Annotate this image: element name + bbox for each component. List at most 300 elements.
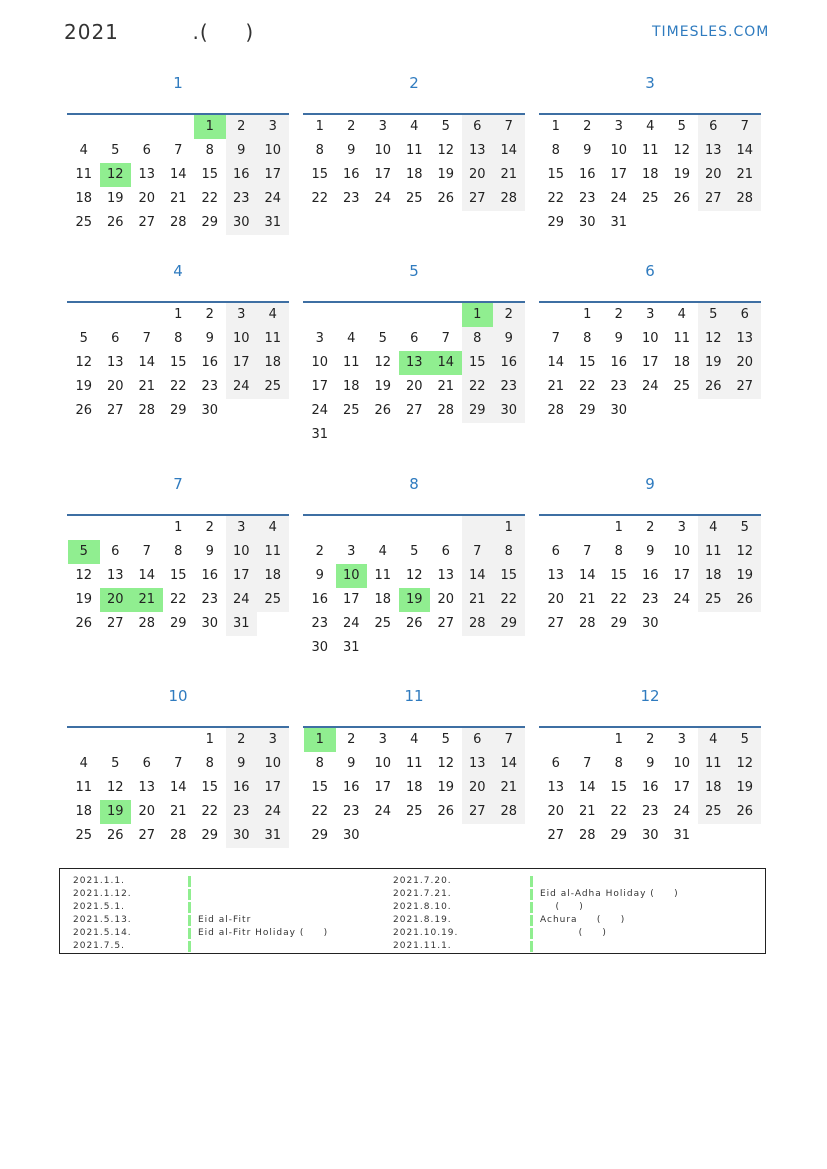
- holiday-name: Eid al-Adha Holiday ( ): [540, 889, 679, 899]
- day-cell: 1: [493, 516, 525, 540]
- day-cell: 14: [547, 355, 565, 370]
- day-cell: 20: [462, 776, 494, 800]
- day-cell: 5: [68, 540, 100, 564]
- month-grid: [68, 728, 289, 848]
- day-cell: 2: [493, 303, 525, 327]
- holiday-date: 2021.5.1.: [73, 902, 125, 912]
- day-cell: 2: [614, 307, 623, 322]
- holiday-date: 2021.7.20.: [393, 876, 452, 886]
- day-cell: 30: [201, 403, 219, 418]
- holiday-marker: [530, 928, 533, 939]
- day-cell: 23: [578, 191, 596, 206]
- day-cell: 11: [641, 143, 659, 158]
- day-cell: 5: [441, 732, 450, 747]
- day-cell: 28: [578, 616, 596, 631]
- day-cell: 28: [729, 187, 761, 211]
- day-cell: 27: [462, 187, 494, 211]
- day-cell: 25: [257, 375, 289, 399]
- day-cell: 18: [342, 379, 360, 394]
- day-cell: 5: [410, 544, 419, 559]
- day-cell: 17: [342, 592, 360, 607]
- day-cell: 12: [729, 540, 761, 564]
- day-cell: 12: [106, 780, 124, 795]
- empty-cell: [131, 115, 163, 139]
- day-cell: 11: [698, 540, 730, 564]
- holiday-marker: [530, 876, 533, 887]
- day-cell: 29: [169, 403, 187, 418]
- day-cell: 29: [201, 828, 219, 843]
- day-cell: 21: [169, 804, 187, 819]
- day-cell: 11: [75, 167, 93, 182]
- day-cell: 10: [610, 143, 628, 158]
- day-cell: 16: [578, 167, 596, 182]
- day-cell: 6: [142, 143, 151, 158]
- month-grid: [68, 115, 289, 235]
- day-cell: 1: [462, 303, 494, 327]
- empty-cell: [430, 516, 462, 540]
- month-title: 5: [409, 262, 419, 280]
- day-cell: 18: [75, 191, 93, 206]
- holiday-date: 2021.7.21.: [393, 889, 452, 899]
- day-cell: 12: [673, 143, 691, 158]
- holiday-name: Eid al-Fitr: [198, 915, 252, 925]
- day-cell: 4: [410, 732, 419, 747]
- day-cell: 18: [698, 564, 730, 588]
- day-cell: 22: [547, 191, 565, 206]
- month-title: 4: [173, 262, 183, 280]
- day-cell: 1: [614, 520, 623, 535]
- day-cell: 12: [729, 752, 761, 776]
- day-cell: 14: [169, 167, 187, 182]
- day-cell: 24: [226, 375, 258, 399]
- day-cell: 12: [100, 163, 132, 187]
- empty-cell: [68, 516, 100, 540]
- day-cell: 27: [698, 187, 730, 211]
- empty-cell: [572, 728, 604, 752]
- day-cell: 7: [441, 331, 450, 346]
- day-cell: 17: [257, 776, 289, 800]
- day-cell: 21: [578, 804, 596, 819]
- day-cell: 10: [257, 752, 289, 776]
- month-11: [303, 686, 525, 848]
- day-cell: 19: [374, 379, 392, 394]
- day-cell: 1: [583, 307, 592, 322]
- month-grid: [304, 728, 525, 848]
- month-title: 7: [173, 475, 183, 493]
- day-cell: 15: [547, 167, 565, 182]
- day-cell: 1: [551, 119, 560, 134]
- day-cell: 8: [174, 331, 183, 346]
- day-cell: 24: [610, 191, 628, 206]
- day-cell: 27: [138, 215, 156, 230]
- day-cell: 30: [610, 403, 628, 418]
- day-cell: 2: [646, 732, 655, 747]
- day-cell: 30: [641, 828, 659, 843]
- day-cell: 12: [437, 756, 455, 771]
- day-cell: 26: [437, 191, 455, 206]
- empty-cell: [68, 303, 100, 327]
- day-cell: 26: [75, 616, 93, 631]
- day-cell: 23: [641, 804, 659, 819]
- empty-cell: [68, 728, 100, 752]
- empty-cell: [100, 728, 132, 752]
- day-cell: 27: [138, 828, 156, 843]
- day-cell: 14: [138, 355, 156, 370]
- empty-cell: [100, 115, 132, 139]
- day-cell: 19: [100, 800, 132, 824]
- day-cell: 25: [698, 588, 730, 612]
- holiday-marker: [188, 941, 191, 952]
- day-cell: 17: [610, 167, 628, 182]
- day-cell: 15: [169, 355, 187, 370]
- day-cell: 11: [257, 540, 289, 564]
- day-cell: 18: [641, 167, 659, 182]
- day-cell: 28: [547, 403, 565, 418]
- day-cell: 18: [374, 592, 392, 607]
- day-cell: 10: [673, 756, 691, 771]
- month-6: [539, 261, 761, 423]
- day-cell: 21: [462, 588, 494, 612]
- day-cell: 25: [698, 800, 730, 824]
- day-cell: 20: [547, 804, 565, 819]
- day-cell: 20: [106, 379, 124, 394]
- day-cell: 9: [347, 756, 356, 771]
- day-cell: 14: [169, 780, 187, 795]
- day-cell: 8: [315, 756, 324, 771]
- day-cell: 24: [311, 403, 329, 418]
- month-grid: [304, 115, 525, 211]
- day-cell: 9: [226, 752, 258, 776]
- day-cell: 23: [201, 379, 219, 394]
- day-cell: 14: [138, 568, 156, 583]
- day-cell: 19: [673, 167, 691, 182]
- day-cell: 1: [304, 728, 336, 752]
- day-cell: 30: [226, 824, 258, 848]
- day-cell: 28: [437, 403, 455, 418]
- day-cell: 21: [729, 163, 761, 187]
- day-cell: 23: [610, 379, 628, 394]
- day-cell: 28: [169, 215, 187, 230]
- holiday-marker: [188, 902, 191, 913]
- day-cell: 29: [462, 399, 494, 423]
- day-cell: 30: [201, 616, 219, 631]
- day-cell: 22: [169, 379, 187, 394]
- day-cell: 25: [405, 191, 423, 206]
- month-grid: [68, 303, 289, 423]
- day-cell: 12: [374, 355, 392, 370]
- day-cell: 31: [257, 211, 289, 235]
- day-cell: 6: [111, 544, 120, 559]
- day-cell: 28: [578, 828, 596, 843]
- day-cell: 17: [226, 351, 258, 375]
- day-cell: 1: [614, 732, 623, 747]
- day-cell: 10: [257, 139, 289, 163]
- day-cell: 11: [698, 752, 730, 776]
- day-cell: 26: [106, 215, 124, 230]
- day-cell: 10: [673, 544, 691, 559]
- day-cell: 9: [205, 331, 214, 346]
- day-cell: 22: [610, 592, 628, 607]
- day-cell: 16: [201, 568, 219, 583]
- day-cell: 29: [578, 403, 596, 418]
- day-cell: 13: [106, 355, 124, 370]
- holiday-date: 2021.8.19.: [393, 915, 452, 925]
- day-cell: 7: [142, 544, 151, 559]
- day-cell: 8: [462, 327, 494, 351]
- day-cell: 29: [201, 215, 219, 230]
- day-cell: 26: [405, 616, 423, 631]
- holiday-name: ( ): [540, 928, 607, 938]
- day-cell: 4: [257, 516, 289, 540]
- day-cell: 10: [641, 331, 659, 346]
- month-7: [67, 474, 289, 636]
- empty-cell: [572, 516, 604, 540]
- month-5: [303, 261, 525, 447]
- day-cell: 5: [79, 331, 88, 346]
- day-cell: 21: [138, 379, 156, 394]
- day-cell: 21: [493, 163, 525, 187]
- day-cell: 7: [174, 756, 183, 771]
- day-cell: 20: [729, 351, 761, 375]
- day-cell: 27: [405, 403, 423, 418]
- holiday-marker: [188, 915, 191, 926]
- day-cell: 23: [226, 187, 258, 211]
- day-cell: 11: [75, 780, 93, 795]
- day-cell: 13: [547, 780, 565, 795]
- day-cell: 8: [315, 143, 324, 158]
- day-cell: 28: [138, 403, 156, 418]
- day-cell: 19: [75, 379, 93, 394]
- holiday-marker: [188, 889, 191, 900]
- day-cell: 13: [138, 167, 156, 182]
- day-cell: 17: [226, 564, 258, 588]
- day-cell: 30: [578, 215, 596, 230]
- day-cell: 12: [75, 568, 93, 583]
- day-cell: 23: [201, 592, 219, 607]
- day-cell: 28: [462, 612, 494, 636]
- day-cell: 29: [169, 616, 187, 631]
- month-1: [67, 73, 289, 235]
- day-cell: 19: [437, 167, 455, 182]
- day-cell: 10: [226, 540, 258, 564]
- day-cell: 15: [610, 568, 628, 583]
- holiday-date: 2021.1.12.: [73, 889, 132, 899]
- day-cell: 25: [405, 804, 423, 819]
- day-cell: 21: [169, 191, 187, 206]
- day-cell: 5: [378, 331, 387, 346]
- day-cell: 3: [347, 544, 356, 559]
- day-cell: 12: [405, 568, 423, 583]
- day-cell: 16: [342, 780, 360, 795]
- day-cell: 3: [226, 303, 258, 327]
- day-cell: 27: [729, 375, 761, 399]
- day-cell: 5: [111, 143, 120, 158]
- day-cell: 4: [257, 303, 289, 327]
- day-cell: 23: [342, 804, 360, 819]
- day-cell: 5: [441, 119, 450, 134]
- day-cell: 18: [257, 351, 289, 375]
- day-cell: 8: [551, 143, 560, 158]
- day-cell: 19: [698, 351, 730, 375]
- day-cell: 22: [578, 379, 596, 394]
- day-cell: 2: [347, 119, 356, 134]
- empty-cell: [131, 728, 163, 752]
- day-cell: 14: [493, 139, 525, 163]
- day-cell: 9: [646, 544, 655, 559]
- day-cell: 24: [673, 592, 691, 607]
- day-cell: 28: [169, 828, 187, 843]
- day-cell: 3: [257, 728, 289, 752]
- holiday-list: [59, 868, 766, 954]
- day-cell: 2: [646, 520, 655, 535]
- day-cell: 13: [547, 568, 565, 583]
- empty-cell: [399, 303, 431, 327]
- day-cell: 17: [673, 780, 691, 795]
- day-cell: 24: [342, 616, 360, 631]
- day-cell: 24: [374, 191, 392, 206]
- day-cell: 4: [410, 119, 419, 134]
- day-cell: 11: [374, 568, 392, 583]
- empty-cell: [462, 516, 494, 540]
- day-cell: 15: [578, 355, 596, 370]
- holiday-date: 2021.10.19.: [393, 928, 459, 938]
- day-cell: 31: [673, 828, 691, 843]
- day-cell: 8: [174, 544, 183, 559]
- empty-cell: [304, 303, 336, 327]
- holiday-marker: [530, 941, 533, 952]
- day-cell: 19: [729, 564, 761, 588]
- day-cell: 31: [610, 215, 628, 230]
- day-cell: 20: [698, 163, 730, 187]
- day-cell: 4: [378, 544, 387, 559]
- day-cell: 28: [493, 187, 525, 211]
- day-cell: 11: [405, 143, 423, 158]
- day-cell: 14: [578, 568, 596, 583]
- holiday-date: 2021.11.1.: [393, 941, 452, 951]
- month-grid: [540, 303, 761, 423]
- empty-cell: [540, 516, 572, 540]
- day-cell: 14: [493, 752, 525, 776]
- day-cell: 1: [174, 307, 183, 322]
- day-cell: 24: [641, 379, 659, 394]
- day-cell: 30: [226, 211, 258, 235]
- day-cell: 6: [441, 544, 450, 559]
- day-cell: 31: [257, 824, 289, 848]
- day-cell: 24: [673, 804, 691, 819]
- day-cell: 29: [610, 828, 628, 843]
- day-cell: 1: [194, 115, 226, 139]
- day-cell: 26: [75, 403, 93, 418]
- day-cell: 7: [729, 115, 761, 139]
- empty-cell: [131, 516, 163, 540]
- day-cell: 7: [551, 331, 560, 346]
- day-cell: 22: [311, 804, 329, 819]
- day-cell: 21: [493, 776, 525, 800]
- empty-cell: [367, 516, 399, 540]
- month-3: [539, 73, 761, 235]
- day-cell: 23: [641, 592, 659, 607]
- day-cell: 26: [374, 403, 392, 418]
- day-cell: 26: [437, 804, 455, 819]
- day-cell: 24: [257, 800, 289, 824]
- empty-cell: [68, 115, 100, 139]
- month-title: 3: [645, 74, 655, 92]
- empty-cell: [163, 728, 195, 752]
- holiday-marker: [530, 915, 533, 926]
- day-cell: 28: [138, 616, 156, 631]
- day-cell: 26: [729, 800, 761, 824]
- day-cell: 3: [646, 307, 655, 322]
- day-cell: 17: [257, 163, 289, 187]
- day-cell: 25: [374, 616, 392, 631]
- empty-cell: [540, 728, 572, 752]
- day-cell: 15: [493, 564, 525, 588]
- empty-cell: [100, 516, 132, 540]
- day-cell: 30: [311, 640, 329, 655]
- day-cell: 17: [641, 355, 659, 370]
- holiday-name: Achura ( ): [540, 915, 626, 925]
- day-cell: 9: [226, 139, 258, 163]
- empty-cell: [163, 115, 195, 139]
- day-cell: 18: [673, 355, 691, 370]
- day-cell: 13: [698, 139, 730, 163]
- site-link[interactable]: TIMESLES.COM: [652, 24, 770, 40]
- day-cell: 13: [399, 351, 431, 375]
- holiday-date: 2021.5.14.: [73, 928, 132, 938]
- day-cell: 7: [493, 728, 525, 752]
- day-cell: 5: [111, 756, 120, 771]
- day-cell: 27: [106, 616, 124, 631]
- holiday-name: Eid al-Fitr Holiday ( ): [198, 928, 329, 938]
- day-cell: 31: [342, 640, 360, 655]
- day-cell: 21: [437, 379, 455, 394]
- day-cell: 28: [493, 800, 525, 824]
- day-cell: 6: [551, 756, 560, 771]
- day-cell: 26: [673, 191, 691, 206]
- day-cell: 30: [493, 399, 525, 423]
- empty-cell: [430, 303, 462, 327]
- day-cell: 23: [311, 616, 329, 631]
- day-cell: 20: [547, 592, 565, 607]
- day-cell: 16: [201, 355, 219, 370]
- day-cell: 15: [462, 351, 494, 375]
- day-cell: 13: [729, 327, 761, 351]
- day-cell: 24: [226, 588, 258, 612]
- month-grid: [304, 516, 525, 660]
- day-cell: 14: [430, 351, 462, 375]
- day-cell: 18: [405, 780, 423, 795]
- day-cell: 16: [493, 351, 525, 375]
- day-cell: 13: [106, 568, 124, 583]
- day-cell: 11: [342, 355, 360, 370]
- day-cell: 11: [405, 756, 423, 771]
- day-cell: 3: [614, 119, 623, 134]
- day-cell: 25: [641, 191, 659, 206]
- day-cell: 10: [336, 564, 368, 588]
- day-cell: 10: [374, 756, 392, 771]
- day-cell: 19: [437, 780, 455, 795]
- day-cell: 15: [201, 780, 219, 795]
- day-cell: 5: [729, 516, 761, 540]
- day-cell: 19: [106, 191, 124, 206]
- month-title: 8: [409, 475, 419, 493]
- holiday-date: 2021.8.10.: [393, 902, 452, 912]
- day-cell: 27: [547, 828, 565, 843]
- day-cell: 25: [257, 588, 289, 612]
- day-cell: 21: [547, 379, 565, 394]
- day-cell: 20: [100, 588, 132, 612]
- day-cell: 9: [614, 331, 623, 346]
